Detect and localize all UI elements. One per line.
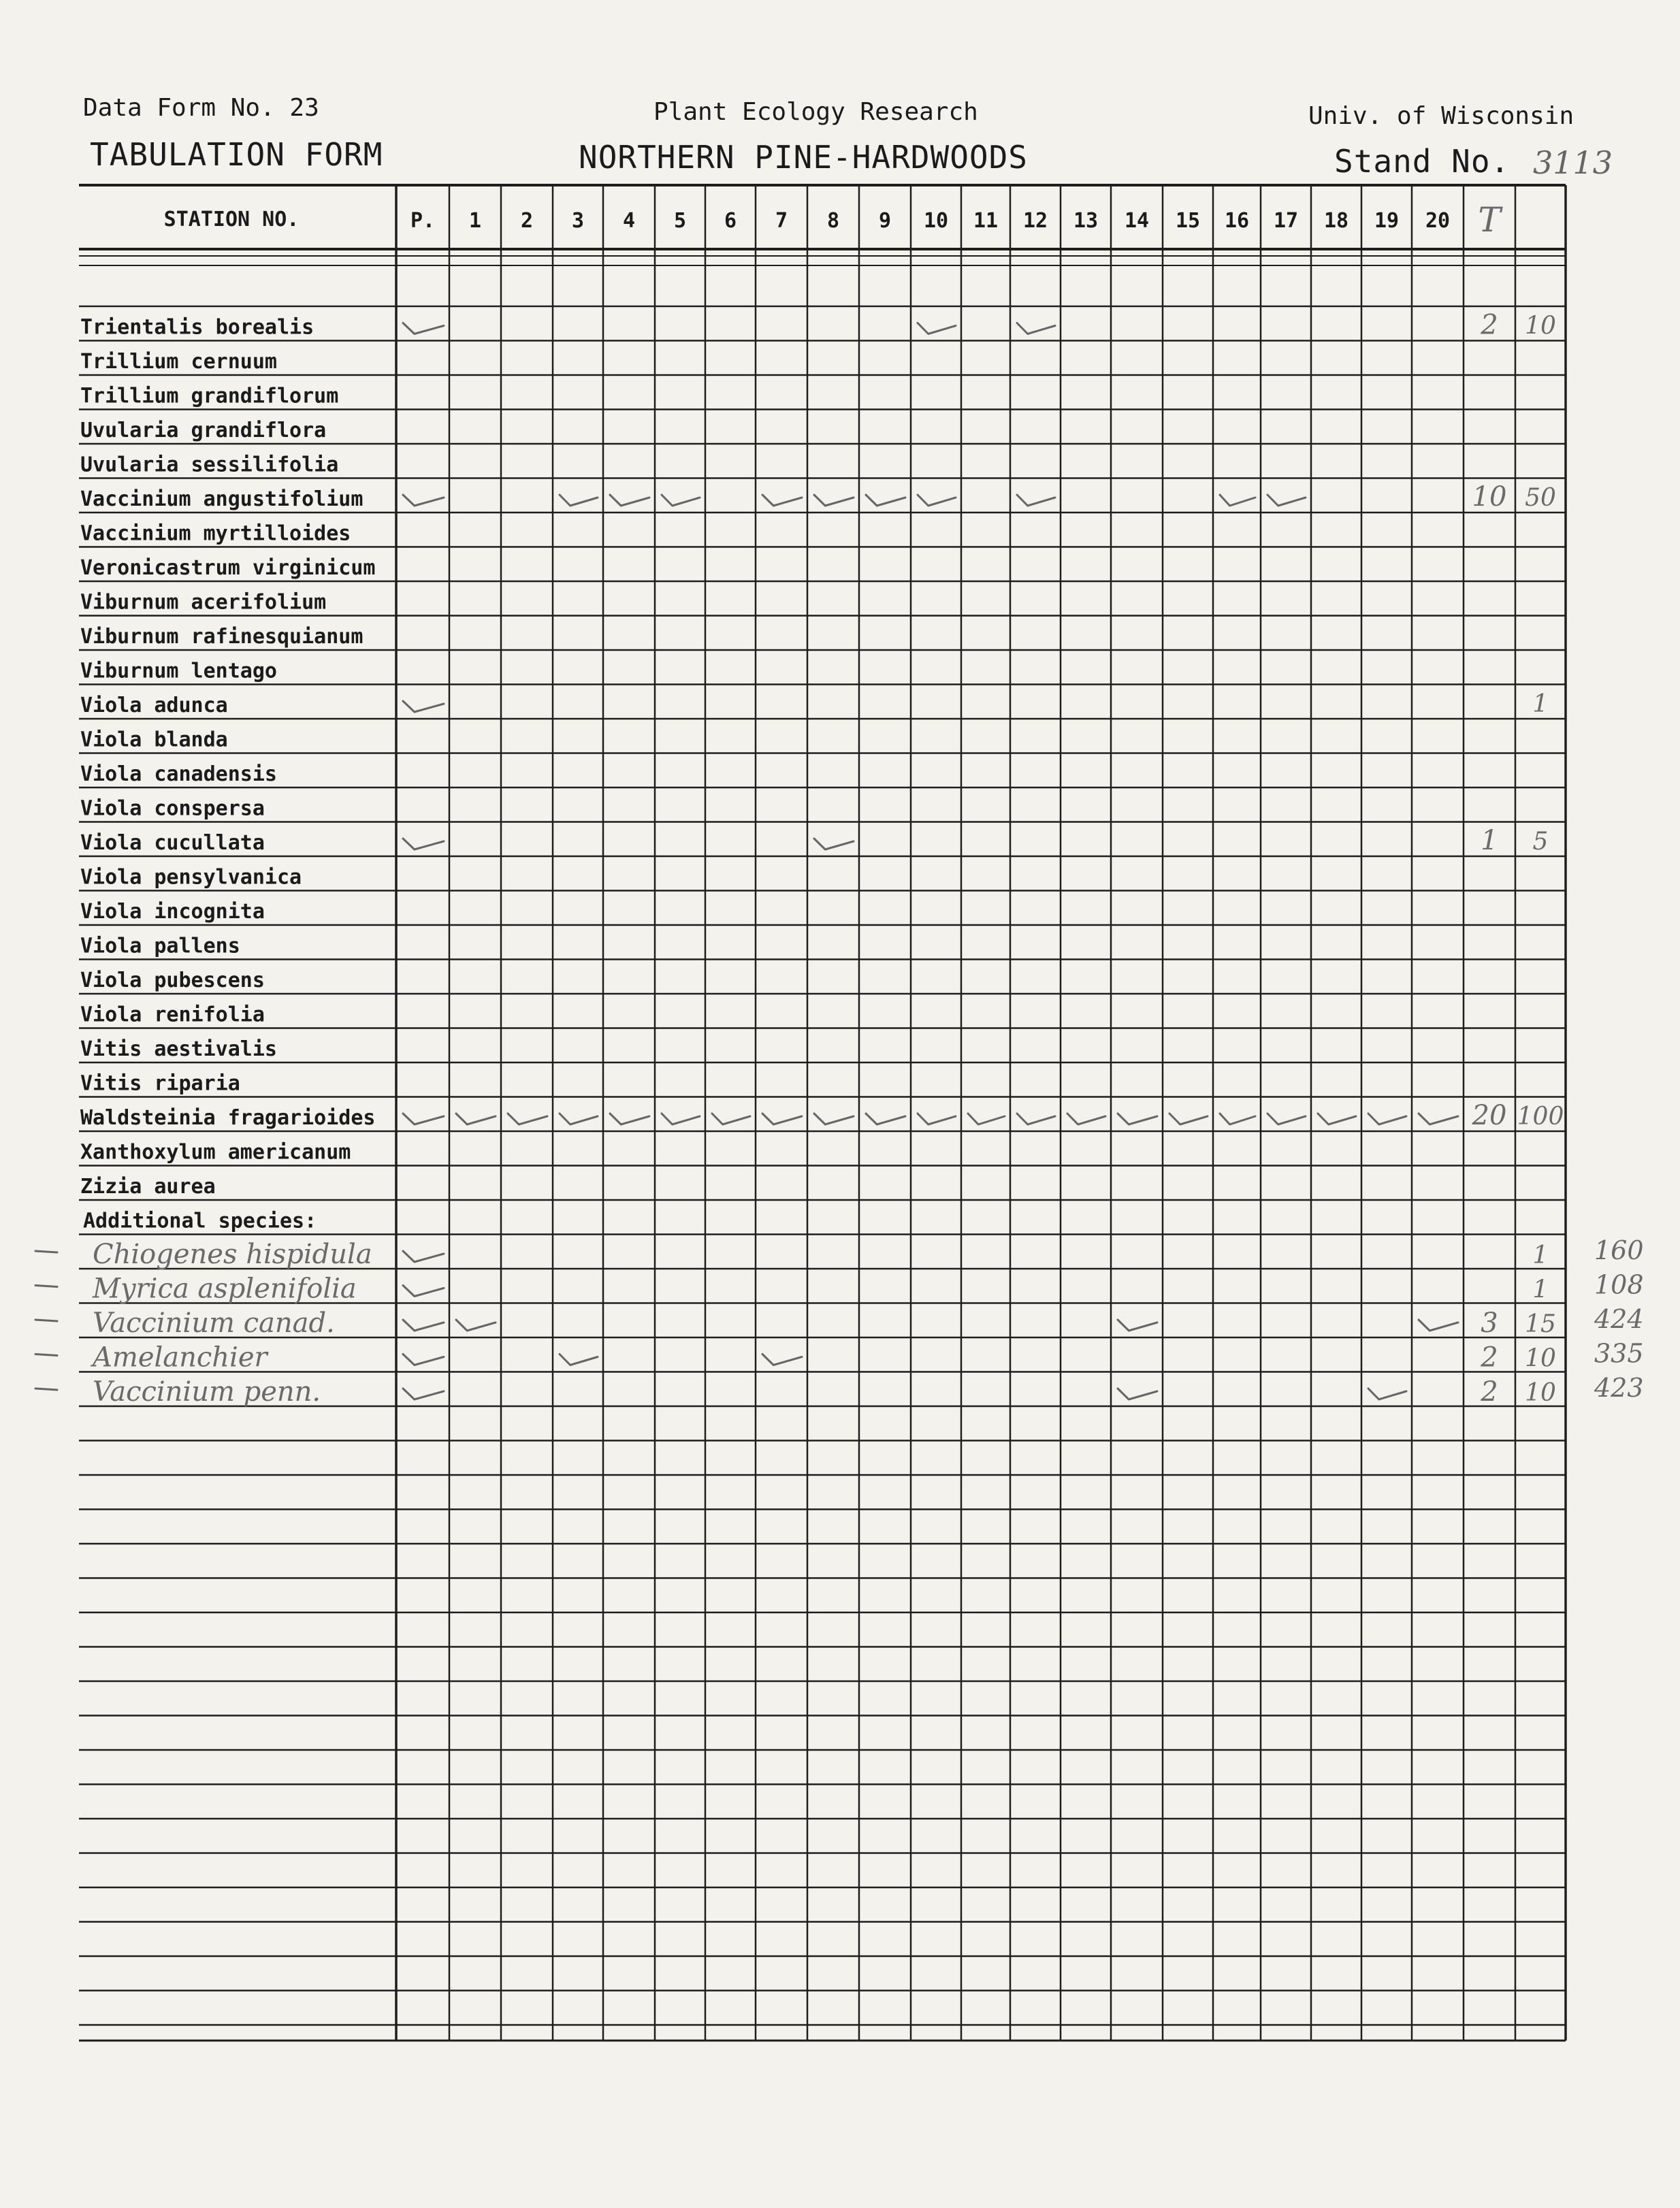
check-mark <box>762 495 802 506</box>
check-mark <box>1017 495 1055 506</box>
check-mark <box>814 495 854 506</box>
species-name: Viburnum lentago <box>80 659 277 683</box>
column-header: 2 <box>520 209 534 233</box>
species-code: 160 <box>1594 1235 1644 1265</box>
margin-dash <box>35 1286 57 1287</box>
check-mark <box>560 495 598 506</box>
check-mark <box>968 1114 1005 1124</box>
research-label: Plant Ecology Research <box>653 98 978 126</box>
check-mark <box>610 1114 649 1124</box>
check-mark <box>403 839 444 849</box>
total-value: 20 <box>1472 1100 1507 1131</box>
species-code: 108 <box>1594 1269 1644 1300</box>
check-mark <box>403 1354 444 1365</box>
check-mark <box>403 1389 444 1399</box>
check-mark <box>1017 1114 1055 1124</box>
column-header: 8 <box>826 209 840 233</box>
community-title: NORTHERN PINE-HARDWOODS <box>579 139 1028 176</box>
check-mark <box>1220 495 1255 506</box>
check-mark <box>814 1114 854 1124</box>
additional-species-name: Vaccinium penn. <box>93 1376 321 1408</box>
check-mark <box>456 1114 496 1124</box>
column-header: 13 <box>1073 209 1099 233</box>
species-code: 423 <box>1594 1373 1644 1403</box>
species-name: Vaccinium myrtilloides <box>80 521 351 546</box>
species-name: Uvularia sessilifolia <box>80 453 339 477</box>
species-name: Viola adunca <box>80 694 228 717</box>
check-mark <box>403 323 444 334</box>
species-name: Viola cucullata <box>80 831 265 855</box>
frequency-value: 15 <box>1525 1310 1556 1338</box>
margin-dash <box>35 1354 57 1356</box>
column-header-total: T <box>1478 200 1501 240</box>
frequency-value: 1 <box>1532 1276 1549 1304</box>
column-header: 1 <box>468 209 482 233</box>
frequency-value: 10 <box>1525 1344 1556 1373</box>
species-name: Viola pallens <box>80 934 240 958</box>
check-mark <box>1368 1389 1406 1399</box>
column-header: 17 <box>1273 209 1299 233</box>
check-mark <box>918 1114 956 1124</box>
species-name: Zizia aurea <box>80 1175 216 1199</box>
check-mark <box>866 1114 905 1124</box>
total-value: 2 <box>1481 309 1498 341</box>
check-mark <box>1067 1114 1105 1124</box>
species-name: Waldsteinia fragarioides <box>80 1106 376 1130</box>
column-header: P. <box>410 209 436 233</box>
species-name: Vitis riparia <box>80 1071 240 1096</box>
check-mark <box>1419 1114 1458 1124</box>
check-mark <box>456 1320 496 1331</box>
check-mark <box>762 1354 802 1365</box>
species-name: Viburnum rafinesquianum <box>80 625 364 649</box>
species-name: Trientalis borealis <box>80 315 314 340</box>
check-mark <box>1267 495 1306 506</box>
species-name: Vitis aestivalis <box>80 1037 277 1061</box>
frequency-value: 10 <box>1525 312 1556 340</box>
total-value: 2 <box>1481 1376 1498 1408</box>
check-mark <box>1118 1114 1157 1124</box>
frequency-value: 5 <box>1532 828 1549 856</box>
frequency-value: 10 <box>1525 1379 1556 1407</box>
margin-dash <box>35 1389 57 1390</box>
species-name: Viola canadensis <box>80 762 277 786</box>
check-mark <box>403 1286 444 1297</box>
check-mark <box>1118 1389 1157 1399</box>
column-header: 16 <box>1224 209 1250 233</box>
stand-label: Stand No. <box>1334 143 1511 180</box>
check-mark <box>918 323 956 334</box>
margin-dash <box>35 1320 57 1321</box>
check-mark <box>662 1114 700 1124</box>
column-header: 14 <box>1124 209 1150 233</box>
check-mark <box>1267 1114 1306 1124</box>
check-mark <box>403 495 444 506</box>
column-header: 20 <box>1425 209 1451 233</box>
column-header: 4 <box>622 209 636 233</box>
species-name: Viola conspersa <box>80 796 265 821</box>
check-mark <box>1220 1114 1255 1124</box>
check-mark <box>403 1251 444 1262</box>
species-code: 335 <box>1594 1338 1644 1369</box>
column-header: 3 <box>571 209 585 233</box>
column-header: 11 <box>973 209 999 233</box>
species-code: 424 <box>1594 1304 1644 1334</box>
university-label: Univ. of Wisconsin <box>1308 102 1574 130</box>
additional-species-name: Myrica asplenifolia <box>93 1273 357 1305</box>
stand-value: 3113 <box>1533 144 1613 181</box>
column-header: 18 <box>1323 209 1349 233</box>
species-name: Trillium cernuum <box>80 350 277 374</box>
station-no-label: STATION NO. <box>163 208 300 231</box>
form-number: Data Form No. 23 <box>83 94 319 122</box>
species-name: Viola blanda <box>80 728 228 752</box>
check-mark <box>1419 1320 1458 1331</box>
check-mark <box>762 1114 802 1124</box>
additional-species-name: Chiogenes hispidula <box>93 1239 372 1270</box>
margin-dash <box>35 1251 57 1252</box>
species-name: Vaccinium angustifolium <box>80 487 364 511</box>
check-mark <box>403 1320 444 1331</box>
column-header: 7 <box>775 209 788 233</box>
total-value: 10 <box>1472 481 1507 513</box>
check-mark <box>610 495 649 506</box>
check-mark <box>918 495 956 506</box>
form-title: TABULATION FORM <box>90 136 383 173</box>
check-mark <box>1017 323 1055 334</box>
column-header: 9 <box>878 209 892 233</box>
check-mark <box>1169 1114 1208 1124</box>
frequency-value: 1 <box>1532 690 1549 718</box>
column-header: 12 <box>1022 209 1048 233</box>
frequency-value: 50 <box>1525 484 1556 512</box>
check-mark <box>403 1114 444 1124</box>
check-mark <box>403 701 444 712</box>
species-name: Viburnum acerifolium <box>80 590 327 615</box>
total-value: 3 <box>1481 1308 1498 1339</box>
frequency-value: 100 <box>1517 1103 1564 1131</box>
species-name: Viola renifolia <box>80 1003 265 1027</box>
check-mark <box>508 1114 547 1124</box>
check-mark <box>1318 1114 1356 1124</box>
species-name: Veronicastrum virginicum <box>80 556 376 580</box>
check-mark <box>814 839 854 849</box>
column-header: 10 <box>923 209 949 233</box>
check-mark <box>712 1114 750 1124</box>
check-mark <box>1118 1320 1157 1331</box>
column-header: 5 <box>673 209 687 233</box>
column-header: 6 <box>724 209 737 233</box>
frequency-value: 1 <box>1532 1241 1549 1269</box>
check-mark <box>662 495 700 506</box>
additional-species-name: Vaccinium canad. <box>93 1308 335 1339</box>
check-mark <box>560 1354 598 1365</box>
total-value: 1 <box>1481 825 1498 856</box>
column-header: 19 <box>1374 209 1400 233</box>
column-header: 15 <box>1175 209 1201 233</box>
species-name: Viola pubescens <box>80 969 265 992</box>
check-mark <box>866 495 905 506</box>
additional-species-label: Additional species: <box>83 1209 317 1233</box>
check-mark <box>1368 1114 1406 1124</box>
species-name: Uvularia grandiflora <box>80 419 327 442</box>
species-name: Viola pensylvanica <box>80 865 302 890</box>
total-value: 2 <box>1481 1342 1498 1374</box>
species-name: Xanthoxylum americanum <box>80 1140 351 1165</box>
species-name: Trillium grandiflorum <box>80 384 339 408</box>
check-mark <box>560 1114 598 1124</box>
additional-species-name: Amelanchier <box>93 1342 268 1374</box>
species-name: Viola incognita <box>80 900 265 924</box>
